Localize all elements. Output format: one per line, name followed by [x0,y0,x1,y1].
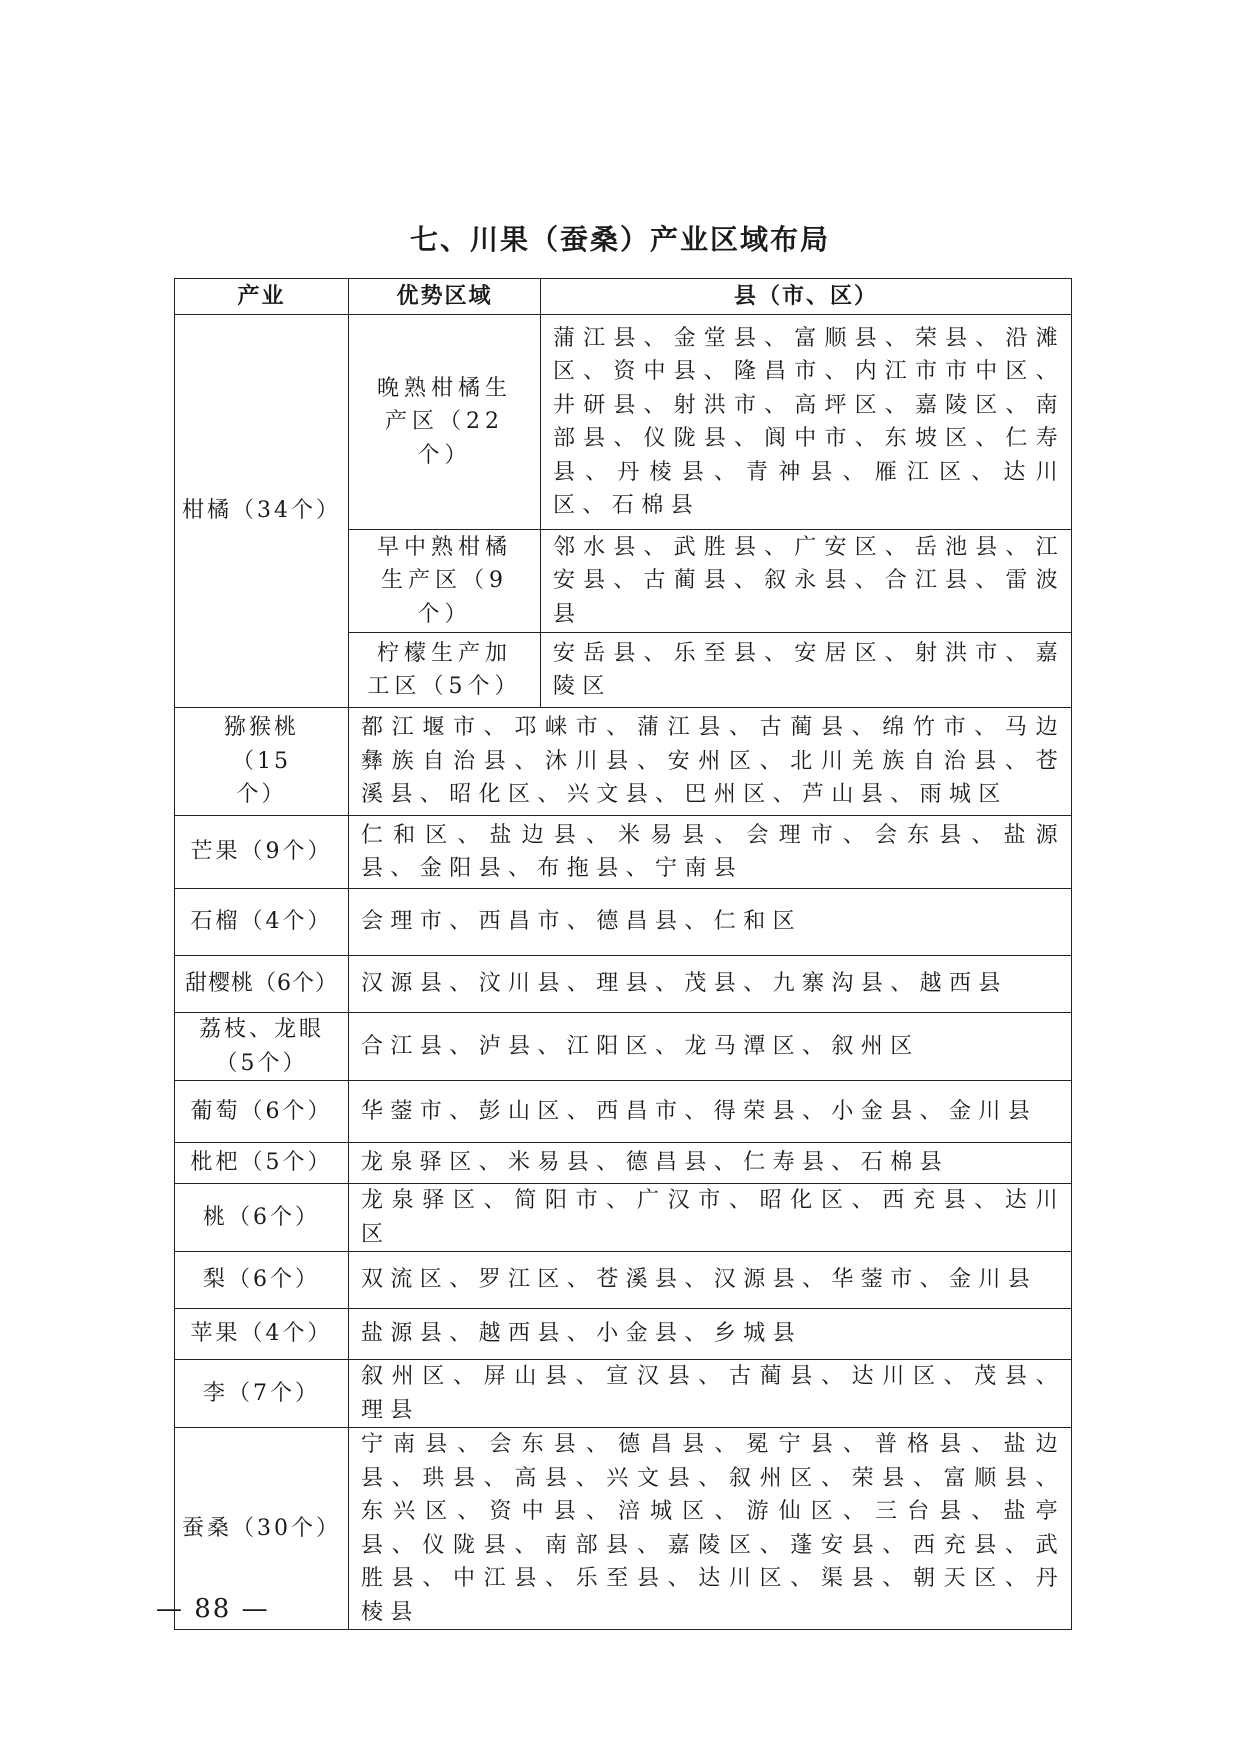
header-industry: 产业 [175,279,349,315]
counties-cell: 安岳县、乐至县、安居区、射洪市、嘉陵区 [541,633,1072,708]
counties-cell: 都江堰市、邛崃市、蒲江县、古蔺县、绵竹市、马边彝族自治县、沐川县、安州区、北川羌族自治县、苍溪县、昭化区、兴文县、巴州区、芦山县、雨城区 [349,708,1072,816]
industry-cell: 梨（6个） [175,1252,349,1309]
table-row [175,315,1072,530]
industry-cell: 芒果（9个） [175,816,349,889]
counties-cell: 邻水县、武胜县、广安区、岳池县、江安县、古蔺县、叙永县、合江县、雷波县 [541,530,1072,633]
table-row [175,1081,1072,1143]
zone-cell: 早中熟柑橘生产区（9个） [349,530,541,633]
zone-cell: 晚熟柑橘生产区（22个） [349,315,541,530]
counties-cell: 龙泉驿区、米易县、德昌县、仁寿县、石棉县 [349,1143,1072,1184]
table-row [175,956,1072,1013]
table-row [175,1184,1072,1252]
industry-cell: 枇杷（5个） [175,1143,349,1184]
industry-cell: 荔枝、龙眼（5个） [175,1013,349,1081]
table-row [175,1013,1072,1081]
table-row [175,1252,1072,1309]
counties-cell: 蒲江县、金堂县、富顺县、荣县、沿滩区、资中县、隆昌市、内江市市中区、井研县、射洪市、高坪区、嘉陵区、南部县、仪陇县、阆中市、东坡区、仁寿县、丹棱县、青神县、雁江区、达川区、石棉县 [541,315,1072,530]
header-zone: 优势区域 [349,279,541,315]
page-number: — 88 — [156,1594,270,1624]
industry-cell: 柑橘（34个） [175,315,349,708]
table-row [175,1428,1072,1630]
table-row [175,816,1072,889]
industry-layout-table [174,278,1072,1630]
table-row [175,1360,1072,1428]
header-counties: 县（市、区） [541,279,1072,315]
counties-cell: 汉源县、汶川县、理县、茂县、九寨沟县、越西县 [349,956,1072,1013]
table-row [175,708,1072,816]
industry-cell: 葡萄（6个） [175,1081,349,1143]
zone-cell: 柠檬生产加工区（5个） [349,633,541,708]
industry-cell: 桃（6个） [175,1184,349,1252]
counties-cell: 龙泉驿区、简阳市、广汉市、昭化区、西充县、达川区 [349,1184,1072,1252]
industry-cell: 苹果（4个） [175,1309,349,1360]
industry-cell: 蚕桑（30个） [175,1428,349,1630]
page-title: 七、川果（蚕桑）产业区域布局 [409,223,830,256]
counties-cell: 华蓥市、彭山区、西昌市、得荣县、小金县、金川县 [349,1081,1072,1143]
table-header-row [175,279,1072,315]
industry-cell: 李（7个） [175,1360,349,1428]
industry-cell: 甜樱桃（6个） [175,956,349,1013]
industry-cell: 猕猴桃（15个） [175,708,349,816]
counties-cell: 盐源县、越西县、小金县、乡城县 [349,1309,1072,1360]
table-row [175,1309,1072,1360]
counties-cell: 叙州区、屏山县、宣汉县、古蔺县、达川区、茂县、理县 [349,1360,1072,1428]
counties-cell: 宁南县、会东县、德昌县、冕宁县、普格县、盐边县、珙县、高县、兴文县、叙州区、荣县、富顺县、东兴区、资中县、涪城区、游仙区、三台县、盐亭县、仪陇县、南部县、嘉陵区、蓬安县、西充县、武胜县、中江县、乐至县、达川区、渠县、朝天区、丹棱县 [349,1428,1072,1630]
industry-cell: 石榴（4个） [175,889,349,956]
counties-cell: 会理市、西昌市、德昌县、仁和区 [349,889,1072,956]
table-row [175,1143,1072,1184]
counties-cell: 合江县、泸县、江阳区、龙马潭区、叙州区 [349,1013,1072,1081]
table-row [175,889,1072,956]
counties-cell: 仁和区、盐边县、米易县、会理市、会东县、盐源县、金阳县、布拖县、宁南县 [349,816,1072,889]
counties-cell: 双流区、罗江区、苍溪县、汉源县、华蓥市、金川县 [349,1252,1072,1309]
